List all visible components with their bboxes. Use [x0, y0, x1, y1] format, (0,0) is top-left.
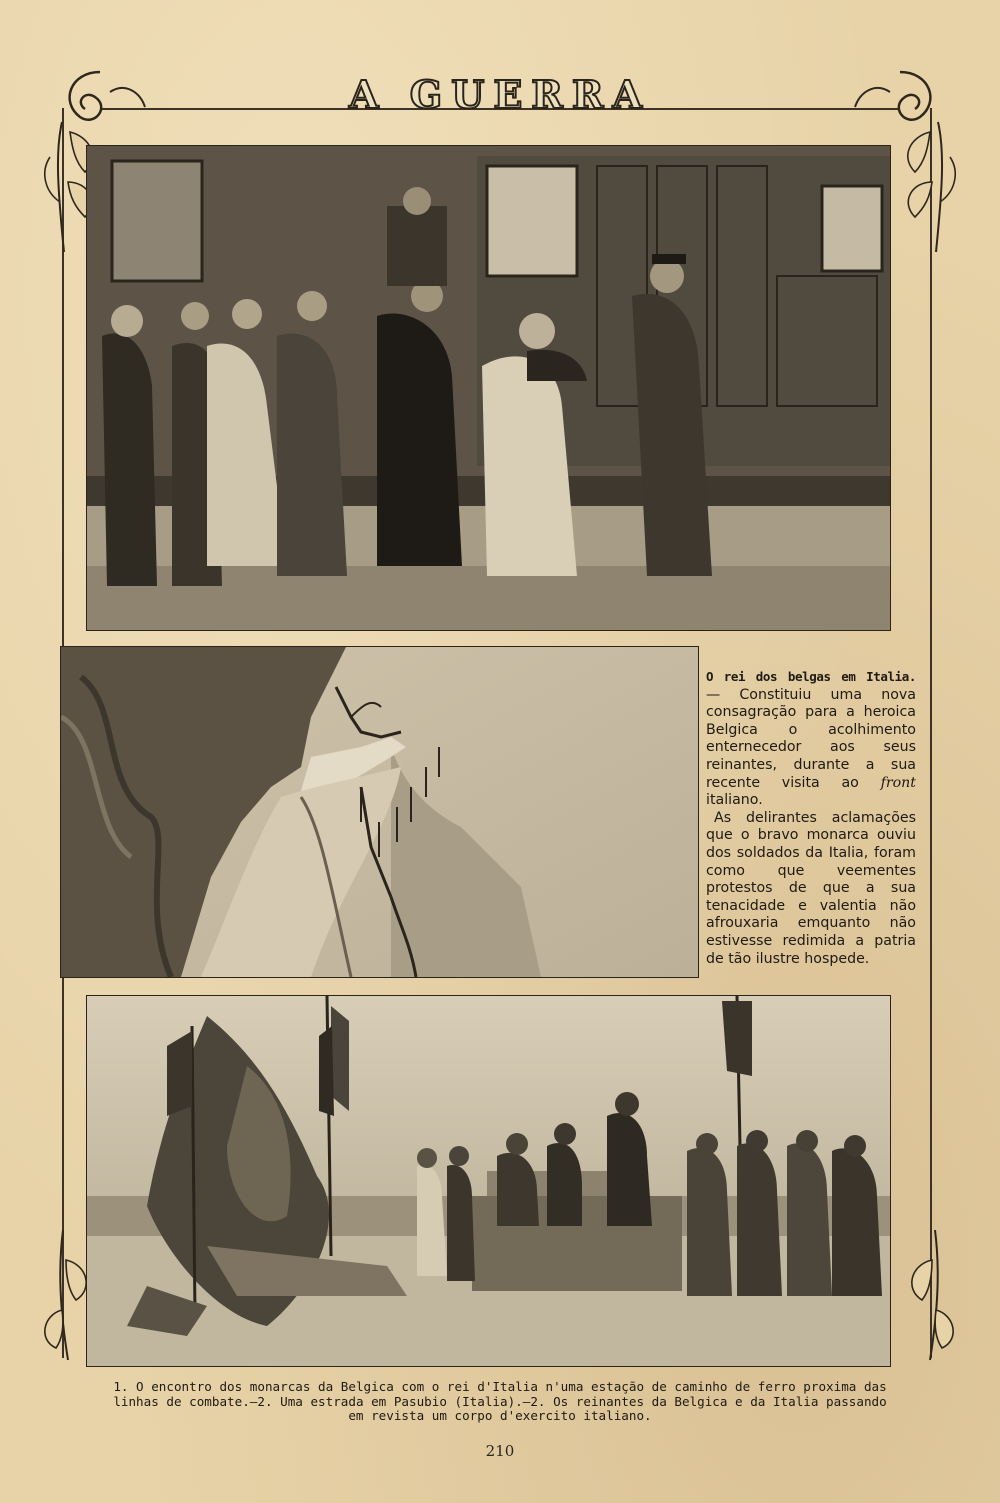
article-lead-dash: — — [706, 686, 721, 703]
photo-train-station — [86, 145, 891, 631]
photo-caption-line-1: 1. O encontro dos monarcas da Belgica com o rei d'Italia n'uma estação de caminho de ferro proxima das — [113, 1379, 887, 1394]
page-title: A GUERRA — [349, 72, 651, 117]
article-paragraph-1-part-1: Constituiu uma nova consagração para a heroica Belgica o acolhimento enternecedor aos seus reinantes, durante a sua recente visita ao — [706, 686, 916, 791]
photo-pasubio-road — [60, 646, 699, 978]
photo-caption — [110, 1380, 890, 1424]
article-paragraph-1-part-2: italiano. — [706, 792, 763, 809]
photo-caption-line-3: em revista um corpo d'exercito italiano. — [348, 1408, 652, 1423]
photo-caption-line-2: linhas de combate.—2. Uma estrada em Pasubio (Italia).—2. Os reinantes da Belgica e da Italia passando — [113, 1393, 887, 1409]
page-number: 210 — [485, 1442, 515, 1460]
frame-right-line — [930, 108, 932, 1358]
photo-troop-review — [86, 995, 891, 1367]
article-lead: O rei dos belgas em Italia. — [706, 669, 916, 684]
article-text — [706, 668, 916, 968]
article-paragraph-2: As delirantes aclamações que o bravo monarca ouviu dos soldados da Italia, foram como que veementes protestos de que a sua tenacidade e valentia não afrouxaria emquanto não estivesse redimida a patria de tão ilustre hospede. — [706, 809, 916, 967]
article-paragraph-1 — [706, 668, 916, 810]
floral-ornament-bottom-right — [880, 1230, 960, 1370]
article-italic-word: front — [880, 774, 916, 791]
